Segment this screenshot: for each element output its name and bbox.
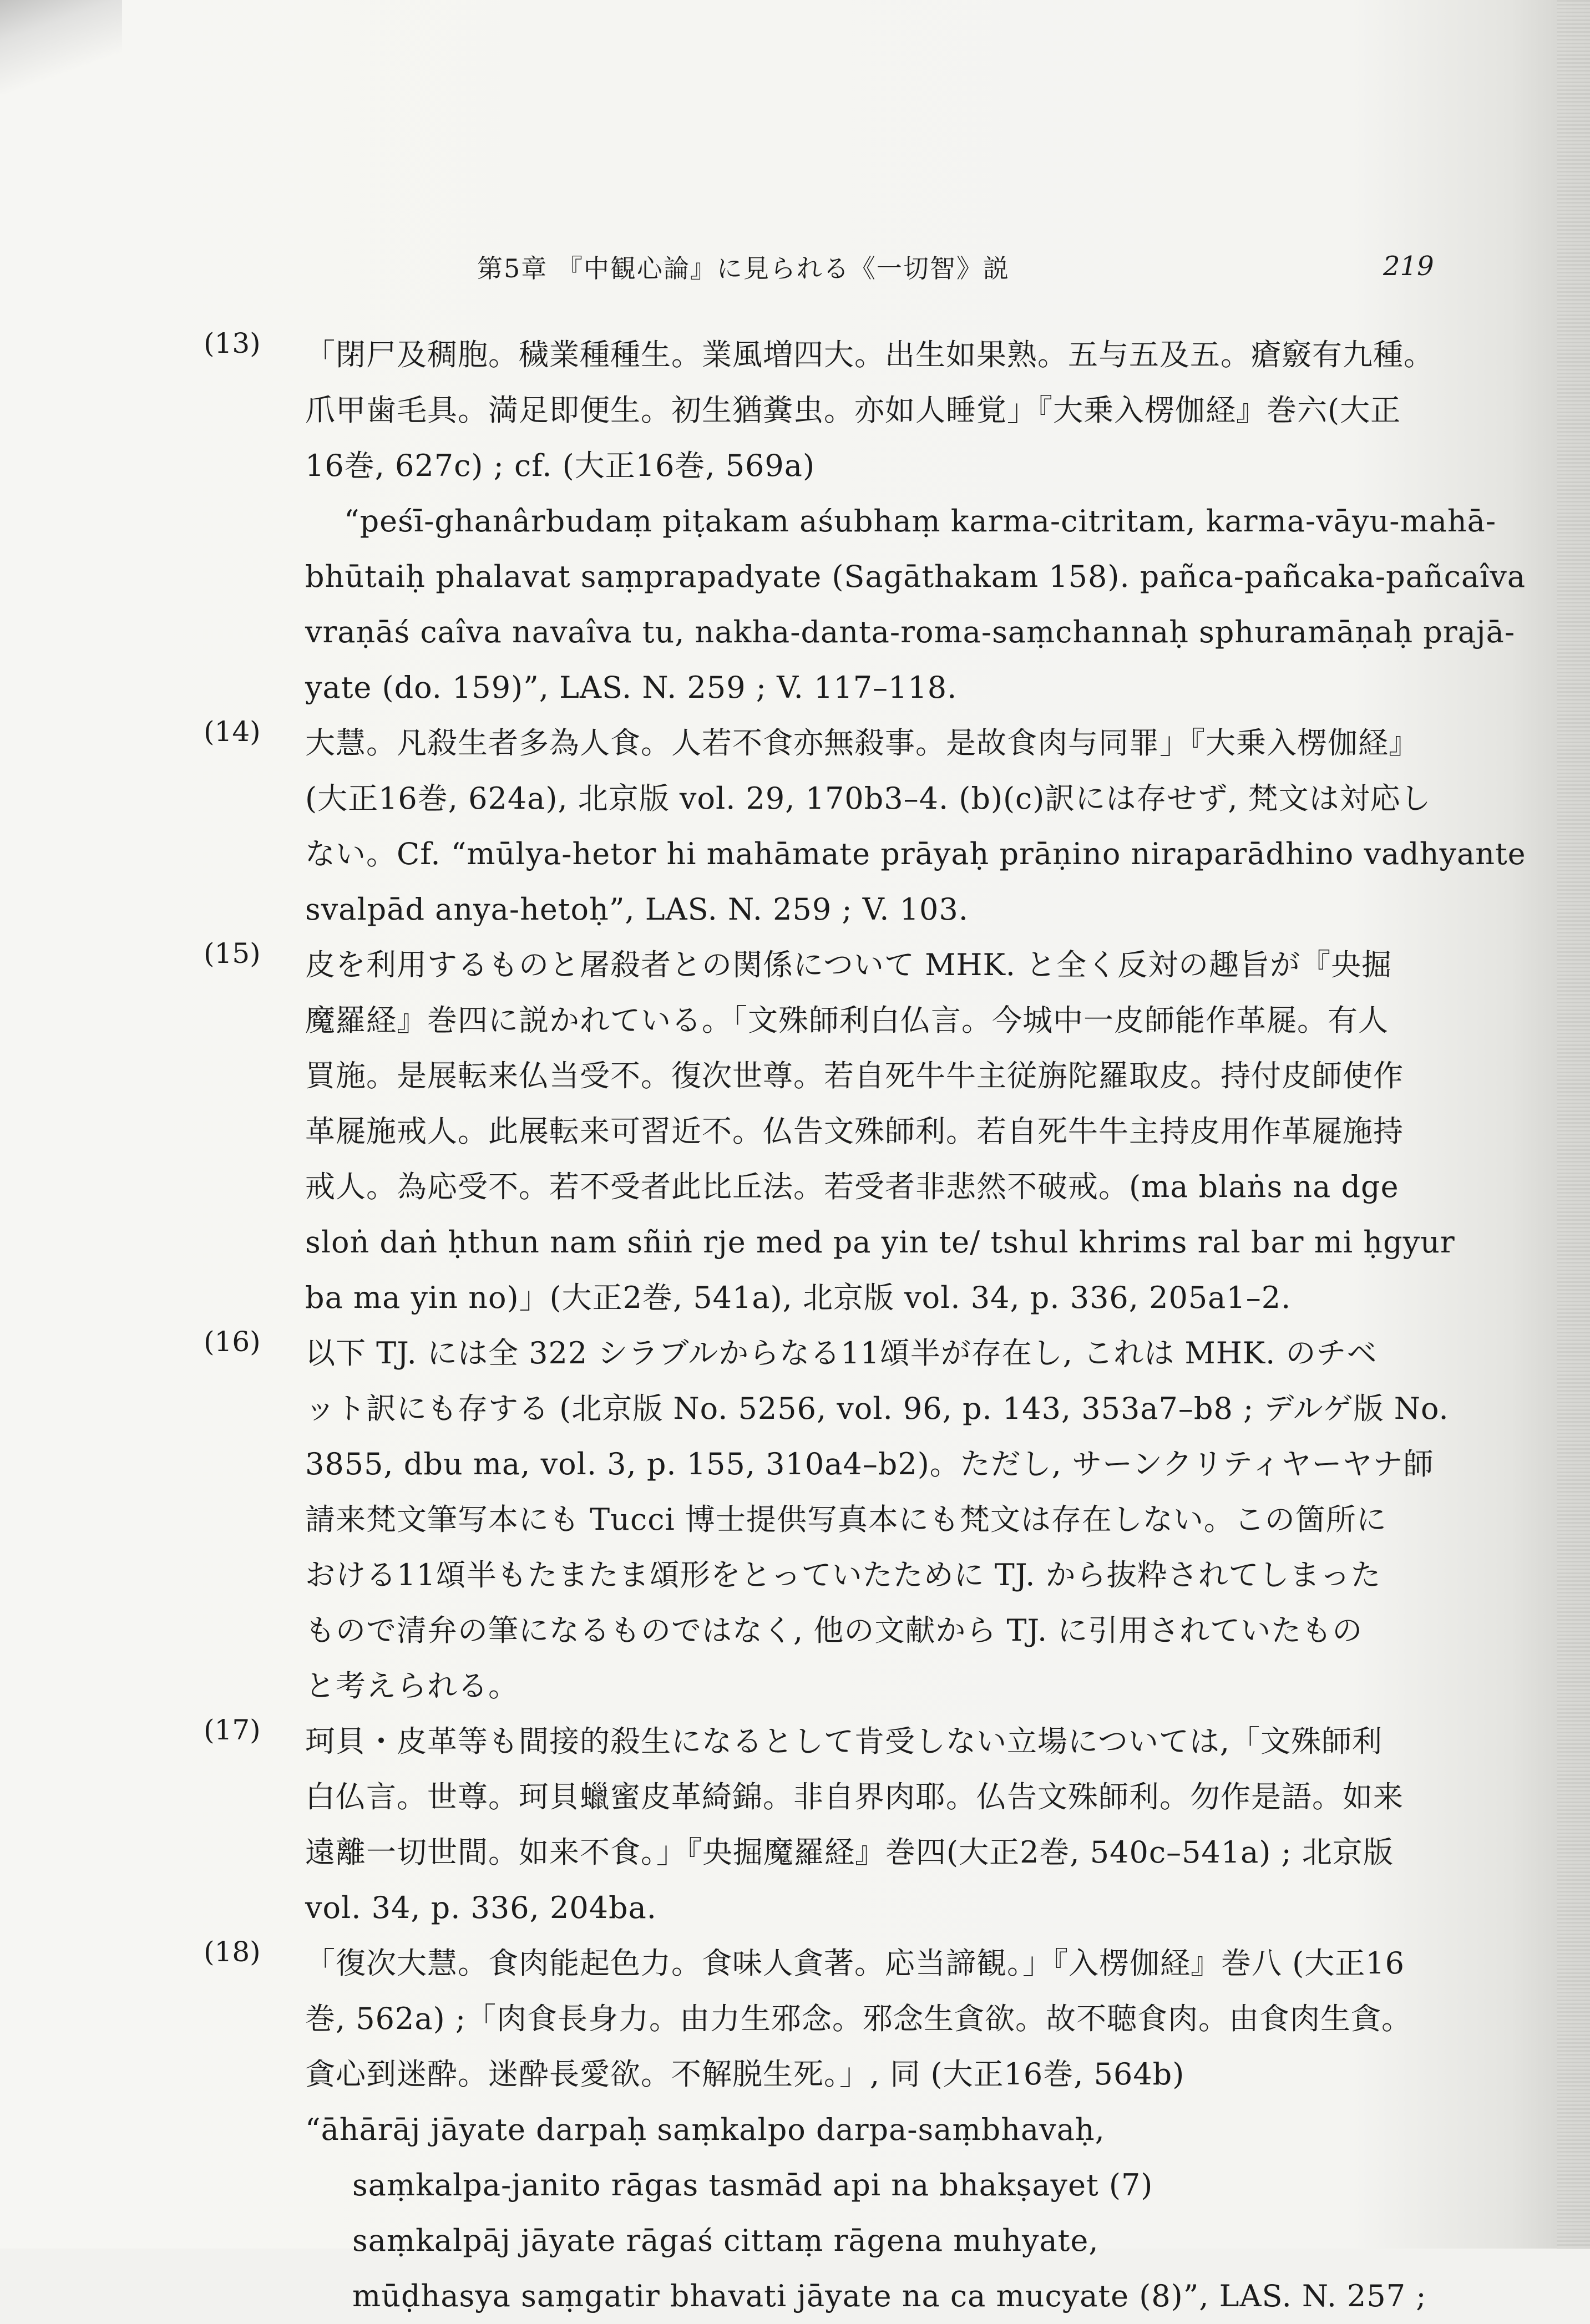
note-line: 16巻, 627c) ; cf. (大正16巻, 569a) [305,448,816,483]
note-label: (13) [204,327,261,359]
note-line: vol. 34, p. 336, 204ba. [305,1890,657,1925]
note-17 [205,1714,1465,1936]
note-line: 3855, dbu ma, vol. 3, p. 155, 310a4–b2)。ただし, サーンクリティヤーヤナ師 [305,1447,1434,1481]
note-line: svalpād anya-hetoḥ”, LAS. N. 259 ; V. 103. [305,892,969,927]
note-label: (15) [204,937,261,970]
note-line: “peśī-ghanârbudaṃ piṭakam aśubhaṃ karma-citritam, karma-vāyu-mahā- [344,504,1497,539]
scan-shadow [0,0,122,94]
note-label: (18) [204,1936,261,1968]
note-line: ba ma yin no)」(大正2巻, 541a), 北京版 vol. 34, p. 336, 205a1–2. [305,1280,1292,1315]
note-18 [205,1936,1465,2324]
note-line: 戒人。為応受不。若不受者此比丘法。若受者非悲然不破戒。(ma blaṅs na dge [305,1169,1399,1204]
note-label: (17) [204,1714,261,1746]
note-line: 大慧。凡殺生者多為人食。人若不食亦無殺事。是故食肉与同罪」『大乗入楞伽経』 [305,725,1419,760]
footnotes [204,327,1526,2324]
page-header [0,248,1590,298]
note-14 [204,716,1526,937]
note-line: vraṇāś caîva navaîva tu, nakha-danta-roma-saṃchannaḥ sphuramāṇaḥ prajā- [305,615,1516,649]
note-line: 珂貝・皮革等も間接的殺生になるとして肯受しない立場については,「文殊師利 [305,1724,1383,1759]
note-body [305,937,1465,1326]
note-line: 魔羅経』巻四に説かれている。「文殊師利白仏言。今城中一皮師能作革屣。有人 [305,1003,1389,1038]
page-number: 219 [1383,251,1434,282]
note-line: 「閉尸及稠胞。穢業種種生。業風増四大。出生如果熟。五与五及五。瘡竅有九種。 [305,337,1434,372]
note-line: おける11頌半もたまたま頌形をとっていたために TJ. から抜粋されてしまった [305,1557,1381,1592]
note-line: 爪甲歯毛具。満足即便生。初生猶糞虫。亦如人睡覚」『大乗入楞伽経』巻六(大正 [305,393,1401,428]
note-line: sloṅ daṅ ḥthun nam sñiṅ rje med pa yin te/ tshul khrims ral bar mi ḥgyur [305,1225,1455,1260]
note-line: 革屣施戒人。此展転来可習近不。仏告文殊師利。若自死牛牛主持皮用作革屣施持 [305,1114,1404,1149]
note-line: ない。Cf. “mūlya-hetor hi mahāmate prāyaḥ prāṇino niraparādhino vadhyante [305,836,1526,871]
note-body [305,1936,1465,2324]
note-line: 巻, 562a) ;「肉食長身力。由力生邪念。邪念生貪欲。故不聴食肉。由食肉生貪。 [305,2001,1412,2036]
note-body [305,1714,1465,1936]
note-15 [205,937,1465,1326]
verse-line: saṃkalpa-janito rāgas tasmād api na bhakṣayet (7) [352,2168,1153,2203]
note-line: 請来梵文筆写本にも Tucci 博士提供写真本にも梵文は存在しない。この箇所に [305,1502,1387,1537]
scan-edge [1557,0,1590,2249]
note-line: 以下 TJ. には全 322 シラブルからなる11頌半が存在し, これは MHK. のチベ [305,1336,1378,1371]
note-line: 白仏言。世尊。珂貝蠟蜜皮革綺錦。非自界肉耶。仏告文殊師利。勿作是語。如来 [305,1779,1404,1814]
running-head: 第5章 『中観心論』に見られる《一切智》説 [477,253,1010,283]
note-16 [205,1326,1465,1714]
verse-line: mūḍhasya saṃgatir bhavati jāyate na ca mucyate (8)”, LAS. N. 257 ; [352,2279,1427,2313]
note-line: bhūtaiḥ phalavat saṃprapadyate (Sagāthakam 158). pañca-pañcaka-pañcaîva [305,559,1526,594]
note-label: (16) [204,1326,261,1358]
verse-line: saṃkalpāj jāyate rāgaś cittaṃ rāgena muhyate, [352,2223,1099,2258]
note-line: (大正16巻, 624a), 北京版 vol. 29, 170b3–4. (b)(c)訳には存せず, 梵文は対応し [305,781,1431,816]
note-line: yate (do. 159)”, LAS. N. 259 ; V. 117–118. [305,670,958,705]
note-line: 皮を利用するものと屠殺者との関係について MHK. と全く反対の趣旨が『央掘 [305,947,1392,982]
note-line: 「復次大慧。食肉能起色力。食味人貪著。応当諦観。」『入楞伽経』巻八 (大正16 [305,1946,1405,1981]
note-13 [204,327,1526,716]
note-body [305,1326,1465,1714]
note-line: ット訳にも存する (北京版 No. 5256, vol. 96, p. 143, 353a7–b8 ; デルゲ版 No. [305,1391,1449,1426]
note-body [305,716,1526,937]
note-line: 買施。是展転来仏当受不。復次世尊。若自死牛牛主従旃陀羅取皮。持付皮師使作 [305,1058,1404,1093]
note-body [305,327,1526,716]
note-label: (14) [204,716,261,748]
note-line: 遠離一切世間。如来不食。」『央掘魔羅経』巻四(大正2巻, 540c–541a) ; 北京版 [305,1835,1394,1870]
note-line: と考えられる。 [305,1668,519,1703]
note-line: もので清弁の筆になるものではなく, 他の文献から TJ. に引用されていたもの [305,1613,1363,1648]
verse-line: “āhārāj jāyate darpaḥ saṃkalpo darpa-saṃbhavaḥ, [305,2112,1105,2147]
note-line: 貪心到迷酔。迷酔長愛欲。不解脱生死。」, 同 (大正16巻, 564b) [305,2057,1185,2092]
